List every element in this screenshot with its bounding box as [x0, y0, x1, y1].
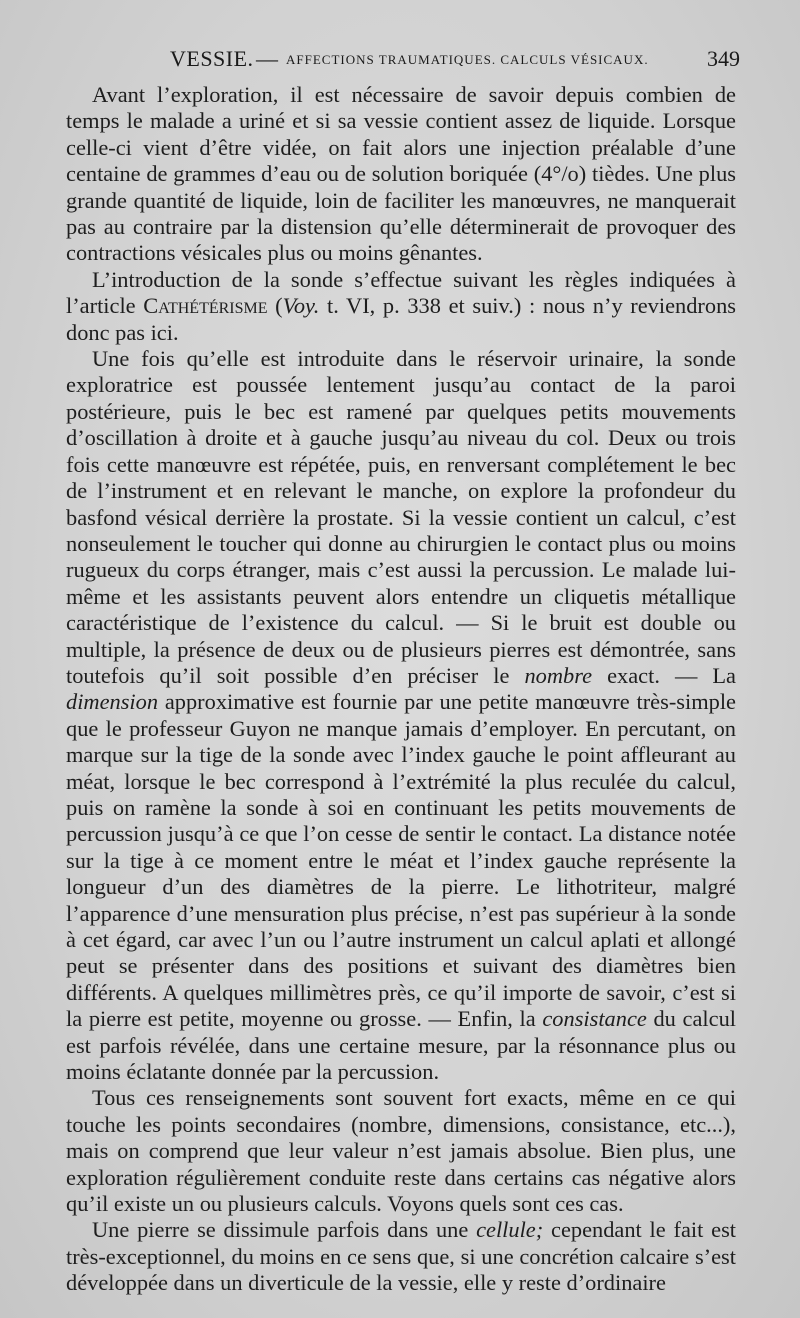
paragraph-5-text-a: Une pierre se dissimule parfois dans une: [92, 1217, 477, 1243]
header-subtitle: AFFECTIONS TRAUMATIQUES. CALCULS VÉSICAUX.: [286, 52, 649, 67]
header-title: VESSIE.: [170, 46, 254, 71]
paragraph-2-voy: Voy.: [282, 293, 320, 319]
paragraph-5-cellule: cellule;: [476, 1217, 544, 1243]
paragraph-3-text-g: du calcul est parfois révélée, dans une certaine mesure, par la résonnance plus ou moins éclatante donnée par la percussion.: [66, 1006, 736, 1085]
paragraph-2-text-e: t. VI, p. 338 et suiv.) : nous n’y reviendrons donc pas ici.: [66, 293, 736, 345]
paragraph-3-nombre: nombre: [524, 662, 593, 688]
page-number: 349: [707, 46, 740, 71]
paragraph-3-text-a: Une fois qu’elle est introduite dans le réservoir urinaire, la sonde exploratrice est poussée lentement jusqu’au contact de la paroi postérieure, puis le bec est ramené par quelques petits mouvements d’oscillation à droite et à gauche jusqu’au niveau du col. Deux ou trois fois cette manœuvre est répétée, puis, en renversant complétement le bec de l’instrument et en relevant le manche, on explore la profondeur du basfond vésical derrière la prostate. Si la vessie contient un calcul, c’est nonseulement le toucher qui donne au chirurgien le contact plus ou moins rugueux du corps étranger, mais c’est aussi la percussion. Le malade lui-même et les assistants peuvent alors entendre un cliquetis métallique caractéristique de l’existence du calcul. — Si le bruit est double ou multiple, la présence de deux ou de plusieurs pierres est démontrée, sans toutefois qu’il soit possible d’en préciser le: [66, 346, 736, 688]
paragraph-3-consistance: consistance: [542, 1006, 647, 1032]
running-header: [170, 46, 740, 76]
header-dash: —: [256, 46, 278, 71]
paragraph-3-text-c: exact. — La: [592, 662, 736, 688]
body-text: [66, 82, 736, 1297]
paragraph-2: [66, 267, 736, 346]
paragraph-4: Tous ces renseignements sont souvent fort exacts, même en ce qui touche les points secondaires (nombre, dimensions, consistance, etc...), mais on comprend que leur valeur n’est jamais absolue. Bien plus, une exploration régulièrement conduite reste dans certains cas négative alors qu’il existe un ou plusieurs calculs. Voyons quels sont ces cas.: [66, 1085, 736, 1217]
paragraph-5: [66, 1217, 736, 1296]
paragraph-2-text-c: (: [267, 293, 283, 319]
paragraph-1: Avant l’exploration, il est nécessaire de savoir depuis combien de temps le malade a uriné et si sa vessie contient assez de liquide. Lorsque celle-ci vient d’être vidée, on fait alors une injection préalable d’une centaine de grammes d’eau ou de solution boriquée (4°/o) tièdes. Une plus grande quantité de liquide, loin de faciliter les manœuvres, ne manquerait pas au contraire par la distension qu’elle déterminerait de provoquer des contractions vésicales plus ou moins gênantes.: [66, 82, 736, 266]
paragraph-5-text-c: cependant le fait est très-exceptionnel, du moins en ce sens que, si une concrétion calcaire s’est développée dans un diverticule de la vessie, elle y reste d’ordinaire: [66, 1217, 736, 1296]
paragraph-3-dimension: dimension: [66, 689, 159, 715]
paragraph-2-text-a: L’introduction de la sonde s’effectue suivant les règles indiquées à l’article: [66, 266, 736, 319]
paragraph-3-text-e: approximative est fournie par une petite manœuvre très-simple que le professeur Guyon ne manque jamais d’employer. En percutant, on marque sur la tige de la sonde avec l’index gauche le point affleurant au méat, lorsque le bec correspond à l’extrémité la plus reculée du calcul, puis on ramène la sonde à soi en continuant les petits mouvements de percussion jusqu’à ce que l’on cesse de sentir le contact. La distance notée sur la tige à ce moment entre le méat et l’index gauche représente la longueur d’un des diamètres de la pierre. Le lithotriteur, malgré l’apparence d’une mensuration plus précise, n’est pas supérieur à la sonde à cet égard, car avec l’un ou l’autre instrument un calcul aplati et allongé peut se présenter dans des positions et suivant des diamètres bien différents. A quelques millimètres près, ce qu’il importe de savoir, c’est si la pierre est petite, moyenne ou grosse. — Enfin, la: [66, 689, 736, 1032]
paragraph-2-cross-reference: Cathétérisme: [143, 293, 268, 319]
paragraph-3: [66, 346, 736, 1085]
